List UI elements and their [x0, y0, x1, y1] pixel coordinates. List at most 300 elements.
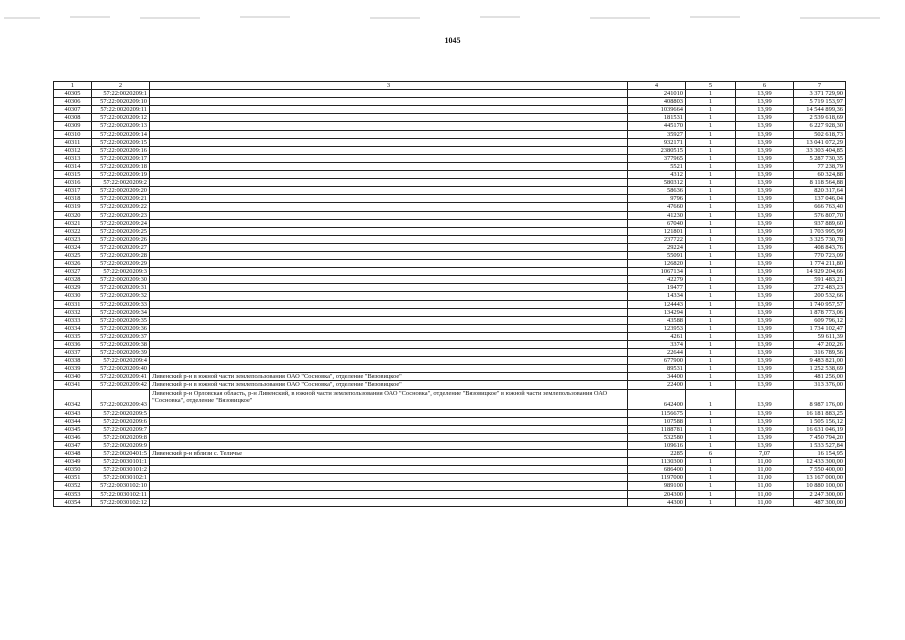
row-number: 40342	[54, 389, 92, 409]
rate-value: 13,99	[736, 106, 794, 114]
rate-value: 13,99	[736, 300, 794, 308]
cadastral-number: 57:22:0020209:13	[92, 122, 150, 130]
row-number: 40353	[54, 490, 92, 498]
cadastral-value: 502 618,73	[794, 130, 846, 138]
cadastral-value: 820 317,64	[794, 187, 846, 195]
location-description	[150, 195, 628, 203]
table-row	[54, 365, 846, 373]
rate-value: 13,99	[736, 179, 794, 187]
area-value: 237722	[628, 235, 686, 243]
row-number: 40328	[54, 276, 92, 284]
group-code: 1	[686, 466, 736, 474]
table-row	[54, 349, 846, 357]
row-number: 40307	[54, 106, 92, 114]
row-number: 40337	[54, 349, 92, 357]
cadastral-value: 77 238,79	[794, 162, 846, 170]
cadastral-number: 57:22:0020401:5	[92, 450, 150, 458]
table-row	[54, 466, 846, 474]
area-value: 677900	[628, 357, 686, 365]
group-code: 1	[686, 179, 736, 187]
group-code: 1	[686, 138, 736, 146]
location-description	[150, 203, 628, 211]
cadastral-value: 137 046,04	[794, 195, 846, 203]
location-description	[150, 365, 628, 373]
table-row	[54, 211, 846, 219]
area-value: 123953	[628, 324, 686, 332]
group-code: 1	[686, 425, 736, 433]
cadastral-value: 408 843,76	[794, 243, 846, 251]
location-description	[150, 219, 628, 227]
cadastral-value: 591 483,21	[794, 276, 846, 284]
cadastral-value: 1 774 211,80	[794, 260, 846, 268]
rate-value: 11,00	[736, 482, 794, 490]
group-code: 1	[686, 373, 736, 381]
cadastral-number: 57:22:0020209:39	[92, 349, 150, 357]
cadastral-number: 57:22:0020209:10	[92, 98, 150, 106]
location-description	[150, 146, 628, 154]
table-row	[54, 316, 846, 324]
row-number: 40336	[54, 341, 92, 349]
area-value: 408803	[628, 98, 686, 106]
area-value: 19477	[628, 284, 686, 292]
location-description	[150, 324, 628, 332]
row-number: 40349	[54, 458, 92, 466]
table-row	[54, 490, 846, 498]
table-row	[54, 138, 846, 146]
cadastral-number: 57:22:0030102:1	[92, 474, 150, 482]
cadastral-number: 57:22:0020209:24	[92, 219, 150, 227]
cadastral-value: 6 227 928,30	[794, 122, 846, 130]
location-description	[150, 243, 628, 251]
location-description	[150, 417, 628, 425]
rate-value: 13,99	[736, 324, 794, 332]
cadastral-number: 57:22:0020209:28	[92, 251, 150, 259]
cadastral-number: 57:22:0020209:17	[92, 154, 150, 162]
cadastral-number: 57:22:0020209:7	[92, 425, 150, 433]
table-row	[54, 389, 846, 409]
rate-value: 13,99	[736, 138, 794, 146]
location-description	[150, 98, 628, 106]
group-code: 1	[686, 441, 736, 449]
rate-value: 13,99	[736, 260, 794, 268]
table-row	[54, 498, 846, 506]
group-code: 1	[686, 106, 736, 114]
area-value: 204300	[628, 490, 686, 498]
rate-value: 13,99	[736, 146, 794, 154]
group-code: 1	[686, 474, 736, 482]
location-description	[150, 211, 628, 219]
row-number: 40334	[54, 324, 92, 332]
rate-value: 13,99	[736, 171, 794, 179]
cadastral-number: 57:22:0020209:22	[92, 203, 150, 211]
table-row	[54, 187, 846, 195]
rate-value: 13,99	[736, 417, 794, 425]
rate-value: 13,99	[736, 235, 794, 243]
row-number: 40354	[54, 498, 92, 506]
group-code: 1	[686, 268, 736, 276]
location-description: Ливенский р-н Орловская область, р-н Ливенский, в южной части землепользования ОАО "Сосновка", отделение "Вязовицкое" в южной части землепользования ОАО "Сосновка", отделение "Вязовицкое"	[150, 389, 628, 409]
table-row	[54, 98, 846, 106]
cadastral-number: 57:22:0020209:25	[92, 227, 150, 235]
rate-value: 13,99	[736, 154, 794, 162]
location-description	[150, 284, 628, 292]
col-header-3: 3	[150, 82, 628, 90]
table-row	[54, 292, 846, 300]
cadastral-value: 8 118 564,88	[794, 179, 846, 187]
rate-value: 13,99	[736, 292, 794, 300]
cadastral-number: 57:22:0030102:11	[92, 490, 150, 498]
location-description	[150, 122, 628, 130]
cadastral-value: 1 740 957,57	[794, 300, 846, 308]
group-code: 1	[686, 154, 736, 162]
table-row	[54, 276, 846, 284]
col-header-7: 7	[794, 82, 846, 90]
table-row	[54, 195, 846, 203]
cadastral-number: 57:22:0020209:29	[92, 260, 150, 268]
location-description	[150, 179, 628, 187]
area-value: 532580	[628, 433, 686, 441]
table-row	[54, 227, 846, 235]
rate-value: 13,99	[736, 98, 794, 106]
row-number: 40308	[54, 114, 92, 122]
header-row	[54, 82, 846, 90]
cadastral-value: 14 544 899,36	[794, 106, 846, 114]
area-value: 1188781	[628, 425, 686, 433]
rate-value: 13,99	[736, 373, 794, 381]
cadastral-value: 16 181 883,25	[794, 409, 846, 417]
area-value: 35927	[628, 130, 686, 138]
row-number: 40310	[54, 130, 92, 138]
rate-value: 11,00	[736, 466, 794, 474]
table-row	[54, 417, 846, 425]
table-row	[54, 324, 846, 332]
cadastral-value: 59 611,39	[794, 332, 846, 340]
area-value: 377965	[628, 154, 686, 162]
cadastral-value: 14 929 204,66	[794, 268, 846, 276]
group-code: 1	[686, 341, 736, 349]
cadastral-number: 57:22:0020209:38	[92, 341, 150, 349]
cadastral-value: 487 300,00	[794, 498, 846, 506]
row-number: 40324	[54, 243, 92, 251]
cadastral-number: 57:22:0020209:23	[92, 211, 150, 219]
location-description	[150, 300, 628, 308]
rate-value: 13,99	[736, 122, 794, 130]
cadastral-value: 60 324,88	[794, 171, 846, 179]
location-description	[150, 90, 628, 98]
table-row	[54, 162, 846, 170]
cadastral-value: 7 450 794,20	[794, 433, 846, 441]
row-number: 40317	[54, 187, 92, 195]
location-description	[150, 349, 628, 357]
rate-value: 13,99	[736, 284, 794, 292]
rate-value: 13,99	[736, 130, 794, 138]
cadastral-number: 57:22:0030101:2	[92, 466, 150, 474]
row-number: 40350	[54, 466, 92, 474]
group-code: 1	[686, 227, 736, 235]
cadastral-number: 57:22:0020209:14	[92, 130, 150, 138]
location-description	[150, 106, 628, 114]
group-code: 1	[686, 171, 736, 179]
row-number: 40316	[54, 179, 92, 187]
cadastral-number: 57:22:0020209:34	[92, 308, 150, 316]
area-value: 2285	[628, 450, 686, 458]
table-row	[54, 106, 846, 114]
group-code: 1	[686, 195, 736, 203]
area-value: 3374	[628, 341, 686, 349]
group-code: 1	[686, 482, 736, 490]
location-description	[150, 171, 628, 179]
area-value: 44300	[628, 498, 686, 506]
group-code: 1	[686, 433, 736, 441]
cadastral-number: 57:22:0020209:35	[92, 316, 150, 324]
table-row	[54, 243, 846, 251]
area-value: 1067134	[628, 268, 686, 276]
group-code: 1	[686, 300, 736, 308]
cadastral-value: 1 252 538,69	[794, 365, 846, 373]
cadastral-number: 57:22:0020209:2	[92, 179, 150, 187]
location-description: Ливенский р-н вблизи с. Теличье	[150, 450, 628, 458]
row-number: 40323	[54, 235, 92, 243]
rate-value: 11,00	[736, 498, 794, 506]
table-body	[54, 90, 846, 507]
location-description	[150, 490, 628, 498]
cadastral-value: 7 550 400,00	[794, 466, 846, 474]
table-row	[54, 450, 846, 458]
location-description	[150, 474, 628, 482]
rate-value: 13,99	[736, 389, 794, 409]
cadastral-number: 57:22:0020209:1	[92, 90, 150, 98]
area-value: 4261	[628, 332, 686, 340]
cadastral-value: 9 483 821,00	[794, 357, 846, 365]
cadastral-value: 200 532,66	[794, 292, 846, 300]
row-number: 40348	[54, 450, 92, 458]
area-value: 124443	[628, 300, 686, 308]
cadastral-number: 57:22:0020209:9	[92, 441, 150, 449]
area-value: 43588	[628, 316, 686, 324]
location-description	[150, 357, 628, 365]
area-value: 58636	[628, 187, 686, 195]
area-value: 109616	[628, 441, 686, 449]
area-value: 1130300	[628, 458, 686, 466]
location-description	[150, 332, 628, 340]
table-row	[54, 235, 846, 243]
cadastral-value: 481 256,00	[794, 373, 846, 381]
group-code: 1	[686, 260, 736, 268]
table-row	[54, 146, 846, 154]
cadastral-number: 57:22:0020209:32	[92, 292, 150, 300]
location-description	[150, 276, 628, 284]
rate-value: 13,99	[736, 357, 794, 365]
area-value: 107588	[628, 417, 686, 425]
location-description	[150, 227, 628, 235]
location-description	[150, 187, 628, 195]
scan-noise-marks	[0, 14, 905, 22]
table-row	[54, 203, 846, 211]
rate-value: 13,99	[736, 114, 794, 122]
group-code: 1	[686, 349, 736, 357]
location-description	[150, 138, 628, 146]
location-description	[150, 498, 628, 506]
area-value: 1197000	[628, 474, 686, 482]
row-number: 40332	[54, 308, 92, 316]
area-value: 14334	[628, 292, 686, 300]
area-value: 126820	[628, 260, 686, 268]
cadastral-number: 57:22:0020209:21	[92, 195, 150, 203]
cadastral-number: 57:22:0020209:43	[92, 389, 150, 409]
area-value: 1039664	[628, 106, 686, 114]
row-number: 40329	[54, 284, 92, 292]
location-description: Ливенский р-н в южной части землепользования ОАО "Сосновка", отделение "Вязовицкое"	[150, 381, 628, 389]
table-row	[54, 154, 846, 162]
cadastral-value: 5 287 730,35	[794, 154, 846, 162]
group-code: 1	[686, 211, 736, 219]
group-code: 1	[686, 284, 736, 292]
area-value: 5521	[628, 162, 686, 170]
area-value: 22644	[628, 349, 686, 357]
row-number: 40352	[54, 482, 92, 490]
group-code: 1	[686, 251, 736, 259]
cadastral-number: 57:22:0020209:26	[92, 235, 150, 243]
group-code: 1	[686, 219, 736, 227]
table-row	[54, 433, 846, 441]
rate-value: 13,99	[736, 381, 794, 389]
row-number: 40313	[54, 154, 92, 162]
location-description	[150, 409, 628, 417]
rate-value: 11,00	[736, 490, 794, 498]
rate-value: 11,00	[736, 474, 794, 482]
table-row	[54, 260, 846, 268]
table-row	[54, 458, 846, 466]
rate-value: 13,99	[736, 332, 794, 340]
row-number: 40327	[54, 268, 92, 276]
rate-value: 11,00	[736, 458, 794, 466]
location-description	[150, 154, 628, 162]
rate-value: 7,07	[736, 450, 794, 458]
col-header-6: 6	[736, 82, 794, 90]
row-number: 40322	[54, 227, 92, 235]
group-code: 1	[686, 203, 736, 211]
rate-value: 13,99	[736, 195, 794, 203]
table-row	[54, 284, 846, 292]
table-row	[54, 409, 846, 417]
rate-value: 13,99	[736, 365, 794, 373]
table-row	[54, 90, 846, 98]
cadastral-value: 3 325 730,78	[794, 235, 846, 243]
rate-value: 13,99	[736, 441, 794, 449]
cadastral-value: 47 202,26	[794, 341, 846, 349]
area-value: 989100	[628, 482, 686, 490]
cadastral-number: 57:22:0020209:31	[92, 284, 150, 292]
group-code: 6	[686, 450, 736, 458]
cadastral-number: 57:22:0020209:30	[92, 276, 150, 284]
table-row	[54, 381, 846, 389]
rate-value: 13,99	[736, 349, 794, 357]
area-value: 686400	[628, 466, 686, 474]
rate-value: 13,99	[736, 203, 794, 211]
cadastral-value: 33 303 404,85	[794, 146, 846, 154]
cadastral-value: 770 723,09	[794, 251, 846, 259]
cadastral-number: 57:22:0020209:6	[92, 417, 150, 425]
group-code: 1	[686, 276, 736, 284]
cadastral-value: 3 371 729,90	[794, 90, 846, 98]
row-number: 40326	[54, 260, 92, 268]
cadastral-value: 2 539 618,69	[794, 114, 846, 122]
location-description	[150, 235, 628, 243]
cadastral-value: 1 505 156,12	[794, 417, 846, 425]
area-value: 89531	[628, 365, 686, 373]
rate-value: 13,99	[736, 162, 794, 170]
cadastral-number: 57:22:0020209:42	[92, 381, 150, 389]
location-description	[150, 341, 628, 349]
area-value: 121801	[628, 227, 686, 235]
area-value: 9796	[628, 195, 686, 203]
cadastral-value: 1 703 995,99	[794, 227, 846, 235]
cadastral-number: 57:22:0020209:11	[92, 106, 150, 114]
row-number: 40345	[54, 425, 92, 433]
area-value: 22400	[628, 381, 686, 389]
cadastral-value: 1 878 773,06	[794, 308, 846, 316]
row-number: 40343	[54, 409, 92, 417]
row-number: 40318	[54, 195, 92, 203]
cadastral-value: 16 631 046,19	[794, 425, 846, 433]
location-description	[150, 466, 628, 474]
cadastral-number: 57:22:0020209:18	[92, 162, 150, 170]
rate-value: 13,99	[736, 308, 794, 316]
table-row	[54, 425, 846, 433]
row-number: 40305	[54, 90, 92, 98]
row-number: 40325	[54, 251, 92, 259]
area-value: 181531	[628, 114, 686, 122]
table-row	[54, 357, 846, 365]
group-code: 1	[686, 90, 736, 98]
location-description	[150, 458, 628, 466]
group-code: 1	[686, 389, 736, 409]
rate-value: 13,99	[736, 276, 794, 284]
location-description	[150, 162, 628, 170]
cadastral-value: 937 889,60	[794, 219, 846, 227]
area-value: 67040	[628, 219, 686, 227]
table-row	[54, 482, 846, 490]
cadastral-number: 57:22:0030102:10	[92, 482, 150, 490]
cadastral-number: 57:22:0030101:1	[92, 458, 150, 466]
group-code: 1	[686, 114, 736, 122]
cadastral-number: 57:22:0020209:19	[92, 171, 150, 179]
rate-value: 13,99	[736, 211, 794, 219]
table-row	[54, 219, 846, 227]
table-row	[54, 308, 846, 316]
group-code: 1	[686, 324, 736, 332]
group-code: 1	[686, 498, 736, 506]
area-value: 29224	[628, 243, 686, 251]
location-description	[150, 441, 628, 449]
group-code: 1	[686, 316, 736, 324]
row-number: 40314	[54, 162, 92, 170]
area-value: 580312	[628, 179, 686, 187]
row-number: 40319	[54, 203, 92, 211]
row-number: 40333	[54, 316, 92, 324]
area-value: 55091	[628, 251, 686, 259]
cadastral-value: 666 763,40	[794, 203, 846, 211]
cadastral-number: 57:22:0020209:20	[92, 187, 150, 195]
row-number: 40351	[54, 474, 92, 482]
row-number: 40312	[54, 146, 92, 154]
cadastral-value: 2 247 300,00	[794, 490, 846, 498]
rate-value: 13,99	[736, 409, 794, 417]
row-number: 40338	[54, 357, 92, 365]
table-row	[54, 474, 846, 482]
cadastral-value: 313 376,00	[794, 381, 846, 389]
area-value: 34400	[628, 373, 686, 381]
